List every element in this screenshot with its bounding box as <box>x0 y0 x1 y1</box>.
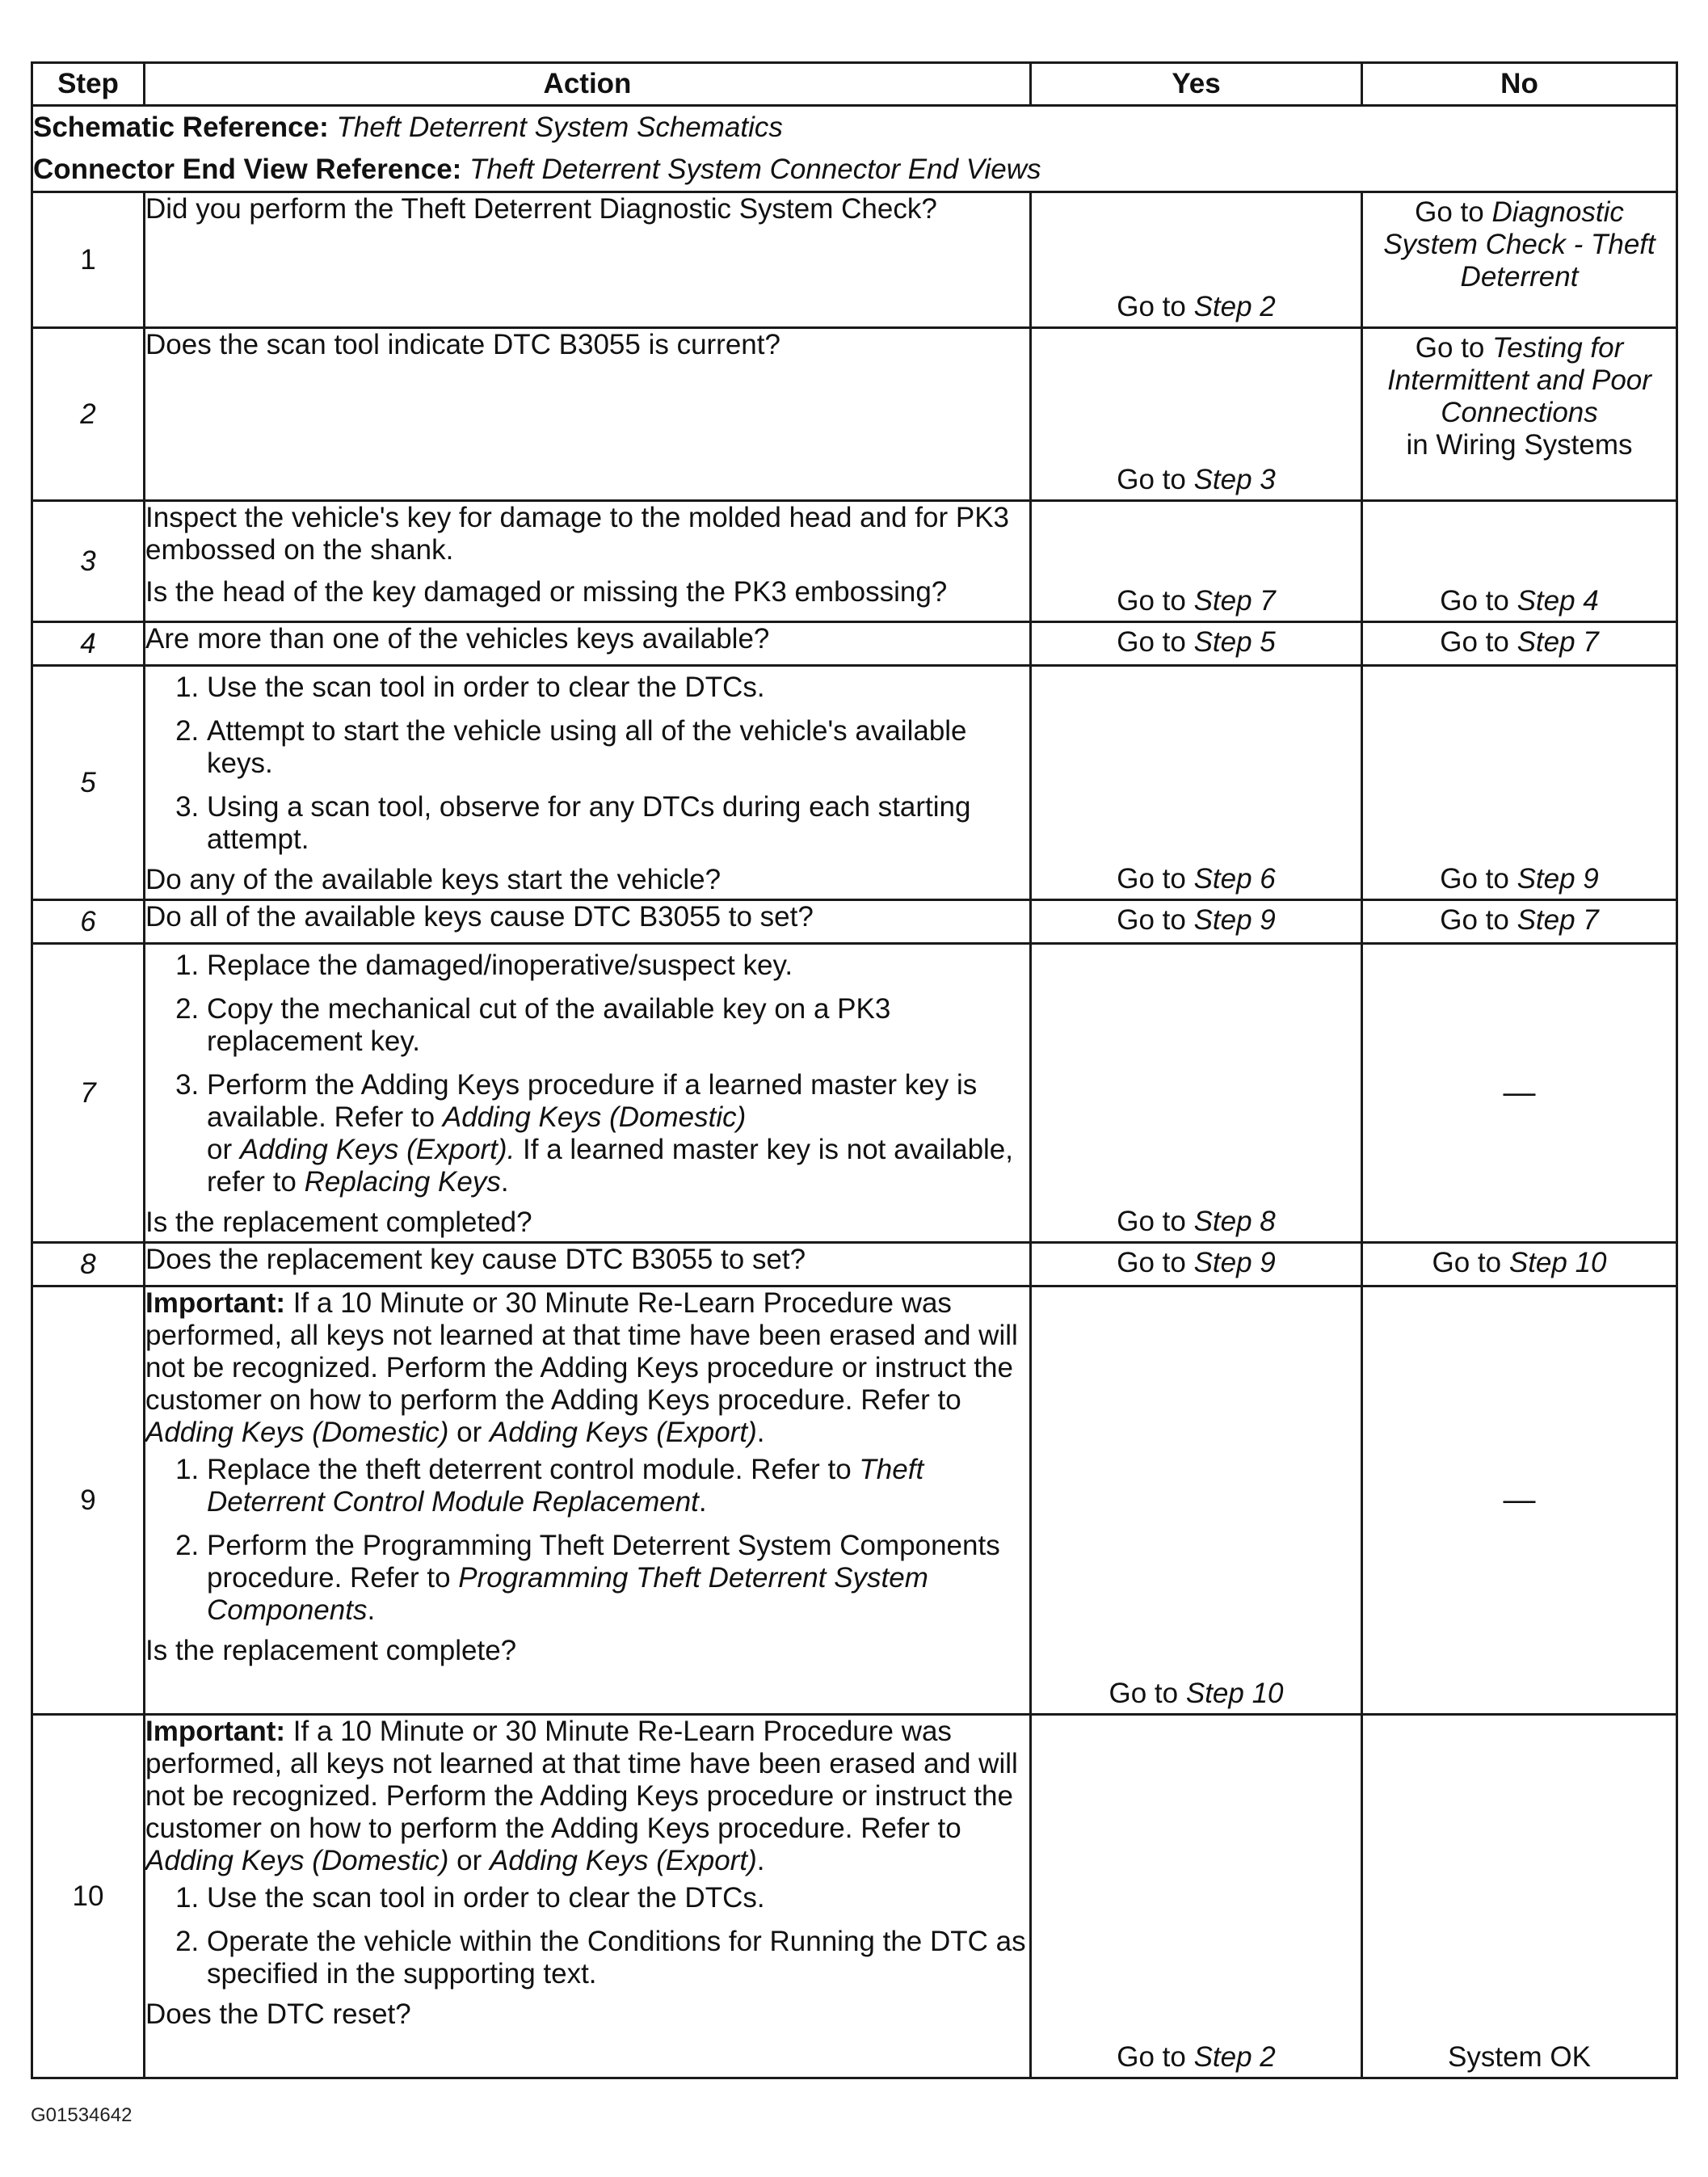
question-text: Is the replacement completed? <box>145 1206 532 1238</box>
yes-goto[interactable] <box>1117 464 1276 495</box>
question-text: Does the replacement key cause DTC B3055 to set? <box>145 1244 806 1275</box>
list-item: 3. Perform the Adding Keys procedure if a learned master key is available. Refer to Adding Keys (Domestic) or Adding Keys (Export). If a learned master key is not available, refer to Replacing Keys. <box>207 1069 1029 1198</box>
schematic-reference <box>33 107 1676 149</box>
goto-step: Step 9 <box>1193 904 1276 936</box>
no-cell <box>1362 1715 1677 2078</box>
no-cell <box>1362 944 1677 1243</box>
yes-cell <box>1031 1243 1362 1286</box>
goto-label: Go to <box>1117 626 1186 658</box>
question-text: Is the replacement complete? <box>145 1635 517 1666</box>
no-result: System OK <box>1448 2041 1591 2073</box>
important-label: Important: <box>145 1716 286 1747</box>
ref-link[interactable]: Adding Keys (Export) <box>490 1417 757 1448</box>
question-text: Do any of the available keys start the vehicle? <box>145 864 721 895</box>
goto-label: Go to <box>1415 332 1485 364</box>
no-cell <box>1362 192 1677 328</box>
step-number: 6 <box>32 900 145 944</box>
references-cell <box>32 106 1677 192</box>
no-cell <box>1362 501 1677 622</box>
action-cell <box>145 1243 1031 1286</box>
goto-step: Step 7 <box>1193 585 1276 617</box>
step-number: 5 <box>32 666 145 900</box>
goto-procedure-tail: in Wiring Systems <box>1406 429 1633 461</box>
action-cell <box>145 328 1031 501</box>
goto-label: Go to <box>1117 1247 1186 1278</box>
action-cell <box>145 900 1031 944</box>
references-row <box>32 106 1677 192</box>
yes-cell <box>1031 622 1362 666</box>
ref-link[interactable]: Adding Keys (Export). <box>239 1134 515 1165</box>
no-cell <box>1362 666 1677 900</box>
action-cell <box>145 944 1031 1243</box>
step-row-2 <box>32 328 1677 501</box>
question-text: Did you perform the Theft Deterrent Diagnostic System Check? <box>145 193 937 225</box>
no-cell <box>1362 328 1677 501</box>
list-item: 1. Use the scan tool in order to clear the DTCs. <box>207 1882 1029 1914</box>
yes-goto[interactable] <box>1117 863 1276 895</box>
important-note: Important: If a 10 Minute or 30 Minute Re-Learn Procedure was performed, all keys not learned at that time have been erased and will not be recognized. Perform the Adding Keys procedure or instruct the customer on how to perform the Adding Keys procedure. Refer to Adding Keys (Domestic) or Adding Keys (Export). <box>145 1716 1018 1876</box>
connector-reference <box>33 149 1676 191</box>
no-goto[interactable] <box>1440 863 1599 895</box>
question-text: Does the DTC reset? <box>145 1998 411 2030</box>
yes-cell <box>1031 1286 1362 1715</box>
ref-link[interactable]: Replacing Keys <box>304 1166 501 1198</box>
goto-step: Step 7 <box>1517 626 1599 658</box>
step-number: 10 <box>32 1715 145 2078</box>
goto-label: Go to <box>1440 626 1509 658</box>
goto-step: Step 4 <box>1517 585 1599 617</box>
yes-cell <box>1031 501 1362 622</box>
step-row-5 <box>32 666 1677 900</box>
header-no: No <box>1362 63 1677 106</box>
no-cell <box>1362 622 1677 666</box>
list-item: 1. Replace the theft deterrent control module. Refer to Theft Deterrent Control Module Replacement. <box>207 1454 1029 1518</box>
yes-goto[interactable] <box>1117 1206 1276 1237</box>
goto-step: Step 8 <box>1193 1206 1276 1237</box>
step-number: 4 <box>32 622 145 666</box>
yes-cell <box>1031 192 1362 328</box>
action-cell <box>145 1715 1031 2078</box>
list-item: 2. Copy the mechanical cut of the available key on a PK3 replacement key. <box>207 993 1029 1058</box>
procedure-list <box>145 672 1029 856</box>
no-dash: — <box>1503 1481 1536 1518</box>
step-row-10 <box>32 1715 1677 2078</box>
yes-cell <box>1031 328 1362 501</box>
goto-label: Go to <box>1415 196 1484 228</box>
diagnostic-table <box>31 61 1678 2079</box>
no-goto[interactable] <box>1440 626 1599 658</box>
connector-reference-label: Connector End View Reference: <box>33 154 462 185</box>
question-text: Does the scan tool indicate DTC B3055 is current? <box>145 329 780 360</box>
goto-label: Go to <box>1117 863 1186 895</box>
list-item: 1. Replace the damaged/inoperative/suspect key. <box>207 950 1029 982</box>
no-cell <box>1362 1286 1677 1715</box>
goto-step: Step 5 <box>1193 626 1276 658</box>
yes-cell <box>1031 1715 1362 2078</box>
yes-goto[interactable] <box>1117 904 1276 936</box>
procedure-list <box>145 950 1029 1198</box>
no-goto[interactable] <box>1432 1247 1607 1278</box>
yes-goto[interactable] <box>1117 291 1276 322</box>
yes-goto[interactable] <box>1117 626 1276 658</box>
schematic-reference-label: Schematic Reference: <box>33 112 329 143</box>
no-goto[interactable] <box>1383 196 1655 293</box>
ref-link[interactable]: Programming Theft Deterrent System Components <box>207 1562 928 1626</box>
ref-link[interactable]: Adding Keys (Domestic) <box>442 1101 747 1133</box>
procedure-list <box>145 1882 1029 1990</box>
yes-goto[interactable] <box>1109 1678 1284 1709</box>
step-number: 8 <box>32 1243 145 1286</box>
goto-step: Step 10 <box>1185 1678 1284 1709</box>
no-goto[interactable] <box>1387 332 1651 461</box>
connector-reference-link[interactable]: Theft Deterrent System Connector End Views <box>469 154 1041 185</box>
goto-step: Step 2 <box>1193 291 1276 322</box>
list-item: 2. Perform the Programming Theft Deterrent System Components procedure. Refer to Programming Theft Deterrent System Components. <box>207 1530 1029 1627</box>
yes-cell <box>1031 666 1362 900</box>
important-label: Important: <box>145 1287 286 1319</box>
procedure-list <box>145 1454 1029 1627</box>
instruction-text: Inspect the vehicle's key for damage to the molded head and for PK3 embossed on the shank. <box>145 502 1010 566</box>
ref-link[interactable]: Adding Keys (Domestic) <box>145 1845 449 1876</box>
step-number: 1 <box>32 192 145 328</box>
action-cell <box>145 666 1031 900</box>
goto-label: Go to <box>1109 1678 1179 1709</box>
no-goto[interactable] <box>1440 585 1599 617</box>
step-row-7 <box>32 944 1677 1243</box>
question-text: Is the head of the key damaged or missing the PK3 embossing? <box>145 576 948 608</box>
goto-label: Go to <box>1117 464 1186 495</box>
step-row-9 <box>32 1286 1677 1715</box>
schematic-reference-link[interactable]: Theft Deterrent System Schematics <box>336 112 783 143</box>
goto-label: Go to <box>1440 863 1509 895</box>
ref-link[interactable]: Adding Keys (Export) <box>490 1845 757 1876</box>
goto-label: Go to <box>1440 585 1509 617</box>
step-number: 9 <box>32 1286 145 1715</box>
step-row-4 <box>32 622 1677 666</box>
goto-label: Go to <box>1117 291 1186 322</box>
no-cell <box>1362 900 1677 944</box>
yes-goto[interactable] <box>1117 2041 1276 2073</box>
yes-cell <box>1031 944 1362 1243</box>
goto-step: Step 9 <box>1193 1247 1276 1278</box>
question-text: Are more than one of the vehicles keys available? <box>145 623 770 655</box>
goto-label: Go to <box>1440 904 1509 936</box>
header-action: Action <box>145 63 1031 106</box>
step-row-8 <box>32 1243 1677 1286</box>
goto-procedure: Diagnostic System Check - Theft Deterrent <box>1383 196 1655 293</box>
list-item: 2. Attempt to start the vehicle using all of the vehicle's available keys. <box>207 715 1029 780</box>
step-number: 7 <box>32 944 145 1243</box>
goto-step: Step 2 <box>1193 2041 1276 2073</box>
goto-step: Step 7 <box>1517 904 1599 936</box>
step-row-6 <box>32 900 1677 944</box>
goto-label: Go to <box>1432 1247 1502 1278</box>
action-cell <box>145 622 1031 666</box>
goto-step: Step 3 <box>1193 464 1276 495</box>
list-item: 3. Using a scan tool, observe for any DTCs during each starting attempt. <box>207 791 1029 856</box>
header-yes: Yes <box>1031 63 1362 106</box>
important-note: Important: If a 10 Minute or 30 Minute Re-Learn Procedure was performed, all keys not learned at that time have been erased and will not be recognized. Perform the Adding Keys procedure or instruct the customer on how to perform the Adding Keys procedure. Refer to Adding Keys (Domestic) or Adding Keys (Export). <box>145 1287 1018 1448</box>
header-step: Step <box>32 63 145 106</box>
goto-step: Step 6 <box>1193 863 1276 895</box>
ref-link[interactable]: Theft Deterrent Control Module Replacement <box>207 1454 924 1518</box>
goto-procedure: Testing for Intermittent and Poor Connections <box>1387 332 1651 428</box>
step-number: 2 <box>32 328 145 501</box>
action-cell <box>145 501 1031 622</box>
step-number: 3 <box>32 501 145 622</box>
figure-id: G01534642 <box>31 2104 133 2126</box>
yes-goto[interactable] <box>1117 1247 1276 1278</box>
yes-goto[interactable] <box>1117 585 1276 617</box>
no-dash: — <box>1503 1074 1536 1110</box>
goto-step: Step 9 <box>1517 863 1599 895</box>
yes-cell <box>1031 900 1362 944</box>
goto-label: Go to <box>1117 904 1186 936</box>
goto-step: Step 10 <box>1508 1247 1607 1278</box>
step-row-3 <box>32 501 1677 622</box>
no-goto[interactable] <box>1440 904 1599 936</box>
list-item: 1. Use the scan tool in order to clear the DTCs. <box>207 672 1029 704</box>
table-header-row <box>32 63 1677 106</box>
goto-label: Go to <box>1117 1206 1186 1237</box>
ref-link[interactable]: Adding Keys (Domestic) <box>145 1417 449 1448</box>
goto-label: Go to <box>1117 2041 1186 2073</box>
no-cell <box>1362 1243 1677 1286</box>
list-item: 2. Operate the vehicle within the Conditions for Running the DTC as specified in the supporting text. <box>207 1926 1029 1990</box>
goto-label: Go to <box>1117 585 1186 617</box>
step-row-1 <box>32 192 1677 328</box>
question-text: Do all of the available keys cause DTC B3055 to set? <box>145 901 814 933</box>
action-cell <box>145 1286 1031 1715</box>
action-cell <box>145 192 1031 328</box>
